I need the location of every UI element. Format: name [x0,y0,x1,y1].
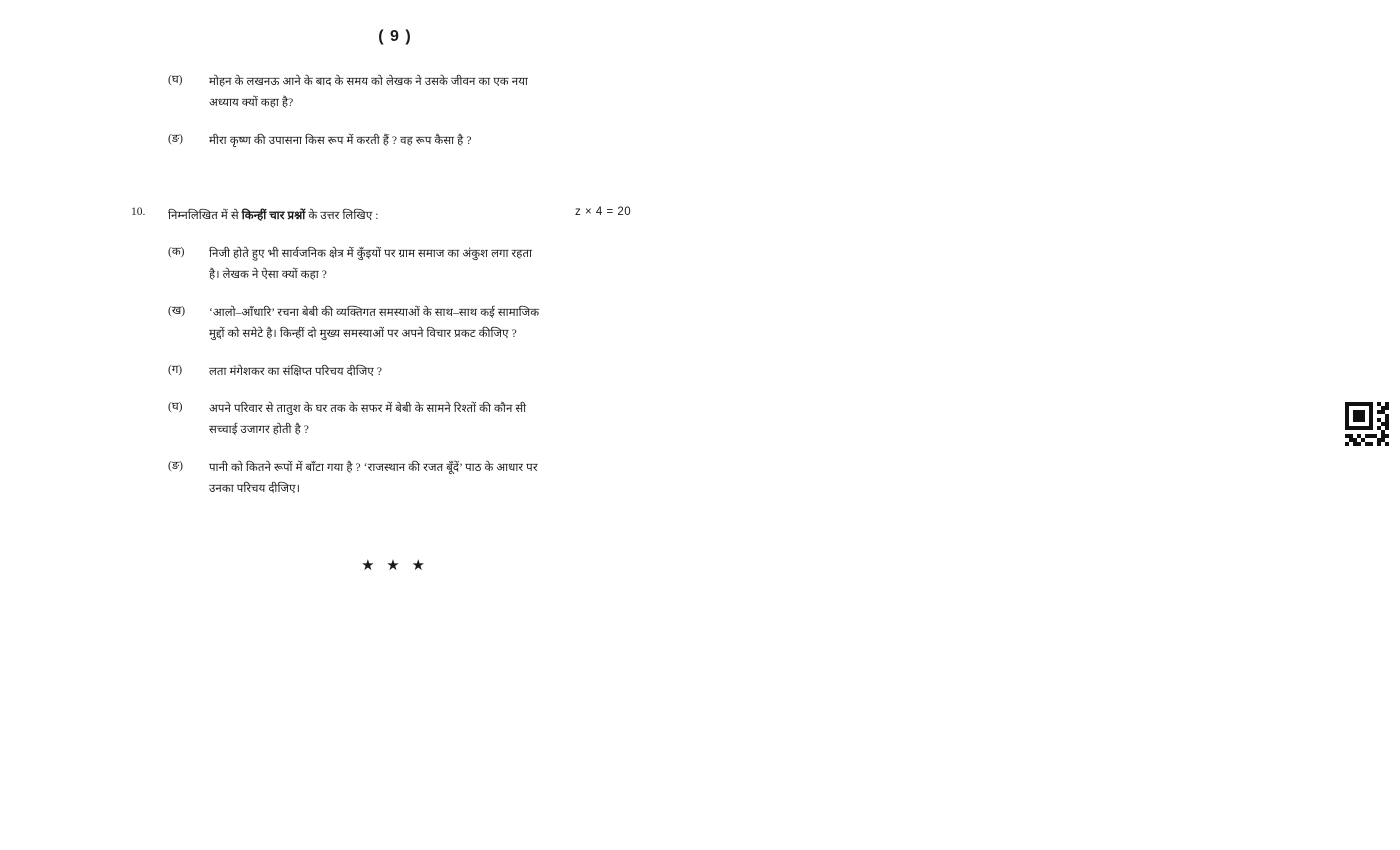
question-part-line: सच्चाई उजागर होती है ? [209,424,309,436]
question-part-line: मुद्दों को समेटे है। किन्हीं दो मुख्य समस्याओं पर अपने विचार प्रकट कीजिए ? [209,328,517,340]
question-part-marker: (घ) [168,74,183,86]
end-of-paper-marker: ★ ★ ★ [361,558,429,574]
question-part-line: पानी को कितने रूपों में बाँटा गया है ? ‘राजस्थान की रजत बूँदें’ पाठ के आधार पर [209,462,538,474]
question-part-line: लता मंगेशकर का संक्षिप्त परिचय दीजिए ? [209,366,383,378]
question-part-line: मोहन के लखनऊ आने के बाद के समय को लेखक ने उसके जीवन का एक नया [209,76,528,88]
question-part-line: अध्याय क्यों कहा है? [209,97,294,109]
question-marks: z × 4 = 20 [575,206,632,218]
question-part-line: अपने परिवार से तातुश के घर तक के सफर में बेबी के सामने रिश्तों की कौन सी [209,403,527,415]
question-part-line: है। लेखक ने ऐसा क्यों कहा ? [209,269,327,281]
question-stem [168,206,588,227]
question-part-line: ‘आलो–आँधारि’ रचना बेबी की व्यक्तिगत समस्याओं के साथ–साथ कई सामाजिक [209,307,540,319]
question-stem-part: के उत्तर लिखिए : [305,210,379,222]
question-part-line: उनका परिचय दीजिए। [209,483,301,495]
question-part-marker: (ङ) [168,460,183,472]
question-stem-part: निम्नलिखित में से [168,210,242,222]
question-part-marker: (घ) [168,401,183,413]
page-number: ( 9 ) [378,28,412,45]
question-part-line: निजी होते हुए भी सार्वजनिक क्षेत्र में कुँइयों पर ग्राम समाज का अंकुश लगा रहता [209,248,533,260]
question-number: 10. [131,206,146,218]
question-part-marker: (ग) [168,364,183,376]
question-part-marker: (ङ) [168,133,183,145]
qr-code-icon [1345,402,1389,446]
question-part-line: मीरा कृष्ण की उपासना किस रूप में करती हैं ? वह रूप कैसा है ? [209,135,472,147]
question-part-marker: (ख) [168,305,186,317]
question-part-marker: (क) [168,246,185,258]
question-stem-emphasis: किन्हीं चार प्रश्नों [241,210,306,222]
